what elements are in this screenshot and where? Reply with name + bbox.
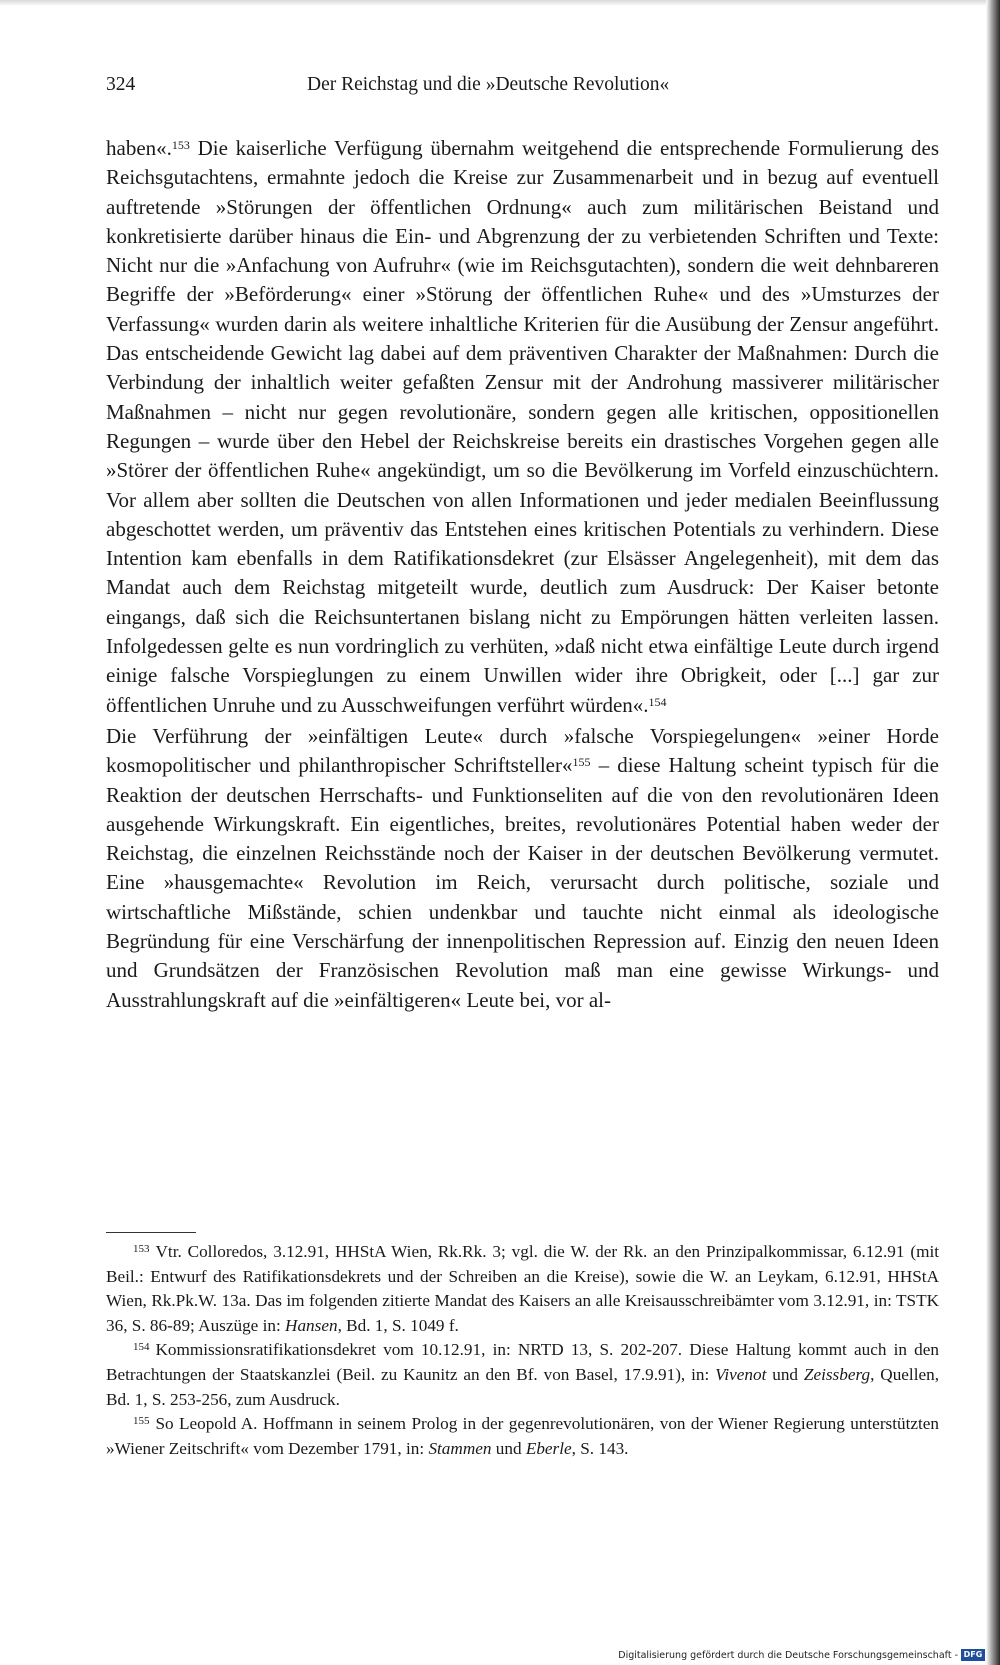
running-title: Der Reichstag und die »Deutsche Revolution« bbox=[307, 74, 670, 95]
author-name: Zeissberg bbox=[803, 1364, 871, 1384]
footnotes bbox=[106, 1240, 939, 1461]
dfg-logo: DFG bbox=[961, 1649, 985, 1661]
author-name: Vivenot bbox=[715, 1364, 767, 1384]
digitization-credit: Digitalisierung gefördert durch die Deutsche Forschungsgemeinschaft - bbox=[618, 1650, 958, 1661]
footnote-number: 153 bbox=[133, 1243, 150, 1255]
footnote-153 bbox=[106, 1240, 939, 1338]
author-name: Stammen bbox=[428, 1438, 492, 1458]
page-header bbox=[106, 74, 946, 102]
footnote-text: So Leopold A. Hoffmann in seinem Prolog in der gegenrevolutionären, von der Wiener Regierung unterstützten »Wiener Zeitschrift« vom Dezember 1791, in: bbox=[106, 1414, 939, 1458]
paragraph-1 bbox=[106, 134, 939, 720]
paragraph-2 bbox=[106, 722, 939, 1015]
scan-page-edge bbox=[986, 0, 1000, 1665]
footnote-text: Vtr. Colloredos, 3.12.91, HHStA Wien, Rk.Rk. 3; vgl. die W. der Rk. an den Prinzipalkommissar, 6.12.91 (mit Beil.: Entwurf des Ratifikationsdekrets und der Schreiben an die Kreise), sowie die W. an Leykam, 6.12.91, HHStA Wien, Rk.Pk.W. 13a. Das im folgenden zitierte Mandat des Kaisers an alle Kreisausschreibämter vom 3.12.91, in: TSTK 36, S. 86-89; Auszüge in: bbox=[106, 1242, 939, 1335]
footnote-number: 154 bbox=[133, 1341, 150, 1354]
footnote-text: , Quellen, Bd. 1, S. 253-256, zum Ausdruck. bbox=[106, 1364, 939, 1409]
footnote-ref-155: 155 bbox=[572, 755, 591, 770]
footnote-ref-154: 154 bbox=[648, 694, 667, 709]
scan-top-shadow bbox=[0, 0, 1000, 6]
footnote-divider bbox=[106, 1232, 196, 1233]
footnote-text: und bbox=[766, 1364, 804, 1384]
footnote-text: Kommissionsratifikationsdekret vom 10.12.91, in: NRTD 13, S. 202-207. Diese Haltung kommt auch in den Betrachtungen der Staatskanzlei (Beil. zu Kaunitz an den Bf. von Basel, 17.9.91), in: bbox=[106, 1340, 939, 1384]
footnote-ref-153: 153 bbox=[171, 138, 190, 152]
footnote-154 bbox=[106, 1338, 939, 1412]
main-text bbox=[106, 134, 939, 1015]
author-name: Hansen bbox=[285, 1315, 338, 1335]
footnote-text: , Bd. 1, S. 1049 f. bbox=[337, 1315, 459, 1335]
author-name: Eberle bbox=[525, 1438, 572, 1458]
text-run: Die kaiserliche Verfügung übernahm weitgehend die entsprechende Formulierung des Reichsgutachtens, ermahnte jedoch die Kreise zur Zusammenarbeit und in bezug auf eventuell auftretende »Störungen der öffentlichen Ordnung« auch zum militärischen Beistand und konkretisierte darüber hinaus die Ein- und Abgrenzung der zu verbietenden Schriften und Texte: Nicht nur die »Anfachung von Aufruhr« (wie im Reichsgutachten), sondern die weit dehnbareren Begriffe der »Beförderung« einer »Störung der öffentlichen Ruhe« und des »Umsturzes der Verfassung« wurden darin als weitere inhaltliche Kriterien für die Ausübung der Zensur angeführt. Das entscheidende Gewicht lag dabei auf dem präventiven Charakter der Maßnahmen: Durch die Verbindung der inhaltlich weiter gefaßten Zensur mit der Androhung massiverer militärischer Maßnahmen – nicht nur gegen revolutionäre, sondern gegen alle kritischen, oppositionellen Regungen – wurde über den Hebel der Reichskreise bereits ein drastisches Vorgehen gegen alle »Störer der öffentlichen Ruhe« angekündigt, um so die Bevölkerung im Vorfeld einzuschüchtern. Vor allem aber sollten die Deutschen von allen Informationen und jeder medialen Beeinflussung abgeschottet werden, um präventiv das Entstehen eines kritischen Potentials zu verhindern. Diese Intention kam ebenfalls in dem Ratifikationsdekret (zur Elsässer Angelegenheit), mit dem das Mandat auch dem Reichstag mitgeteilt wurde, deutlich zum Ausdruck: Der Kaiser betonte eingangs, daß sich die Reichsuntertanen bislang nicht zu Empörungen hätten verleiten lassen. Infolgedessen gelte es nun vordringlich zu verhüten, »daß nicht etwa einfältige Leute durch irgend einige falsche Vorspieglungen zu einem Unwillen wider ihre Obrigkeit, oder [...] gar zur öffentlichen Unruhe und zu Ausschweifungen verführt würden«. bbox=[106, 136, 939, 717]
text-run: Die Verführung der »einfältigen Leute« durch »falsche Vorspiegelungen« »einer Horde kosmopolitischer und philanthropischer Schriftsteller« bbox=[106, 723, 939, 778]
text-run: haben«. bbox=[106, 136, 172, 160]
footnote-text: und bbox=[491, 1438, 526, 1458]
footnote-text: , S. 143. bbox=[571, 1438, 629, 1458]
footnote-number: 155 bbox=[133, 1415, 150, 1428]
footnote-155 bbox=[106, 1412, 939, 1461]
text-run: – diese Haltung scheint typisch für die Reaktion der deutschen Herrschafts- und Funktionseliten auf die von den revolutionären Ideen ausgehende Wirkungskraft. Ein eigentliches, breites, revolutionäres Potential haben weder der Reichstag, die einzelnen Reichsstände noch der Kaiser in der deutschen Bevölkerung vermutet. Eine »hausgemachte« Revolution im Reich, verursacht durch politische, soziale und wirtschaftliche Mißstände, schien undenkbar und tauchte nicht einmal als ideologische Begründung für eine Verschärfung der innenpolitischen Repression auf. Einzig den neuen Ideen und Grundsätzen der Französischen Revolution maß man eine gewisse Wirkungs- und Ausstrahlungskraft auf die »einfältigeren« Leute bei, vor al- bbox=[106, 753, 940, 1012]
page-number: 324 bbox=[106, 74, 136, 95]
